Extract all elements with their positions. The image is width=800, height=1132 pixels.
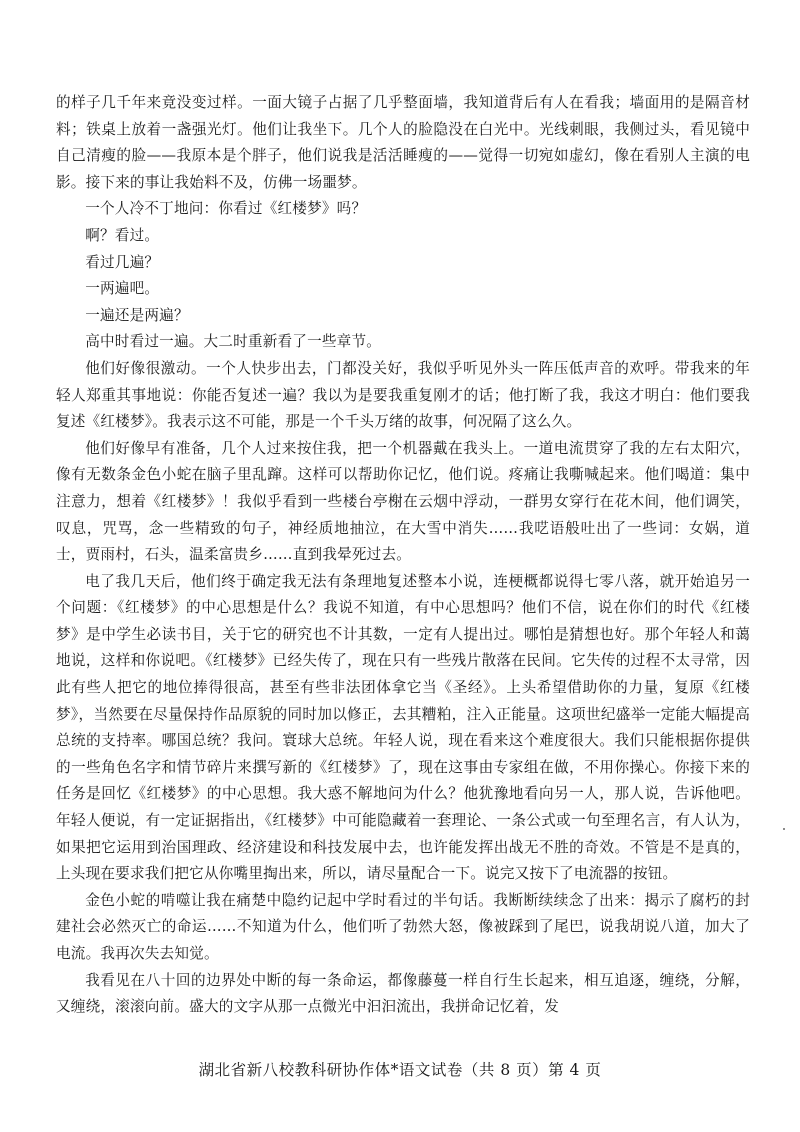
paragraph: 我看见在八十回的边界处中断的每一条命运，都像藤蔓一样自行生长起来，相互追逐，缠绕，分解，又缠绕，滚滚向前。盛大的文字从那一点微光中汩汩流出，我拼命记忆着，发 bbox=[56, 971, 750, 1016]
document-body bbox=[56, 90, 750, 1021]
scan-speck bbox=[783, 828, 785, 830]
paragraph: 看过几遍？ bbox=[85, 253, 160, 271]
paragraph: 他们好像早有准备，几个人过来按住我，把一个机器戴在我头上。一道电流贯穿了我的左右太阳穴，像有无数条金色小蛇在脑子里乱蹿。这样可以帮助你记忆，他们说。疼痛让我嘶喊起来。他们喝道：集中注意力，想着《红楼梦》！我似乎看到一些楼台亭榭在云烟中浮动，一群男女穿行在花木间，他们调笑，叹息，咒骂，念一些精致的句子，神经质地抽泣，在大雪中消失……我呓语般吐出了一些词：女娲，道士，贾雨村，石头，温柔富贵乡……直到我晕死过去。 bbox=[56, 439, 750, 564]
paragraph: 高中时看过一遍。大二时重新看了一些章节。 bbox=[85, 333, 382, 351]
paragraph: 的样子几千年来竟没变过样。一面大镜子占据了几乎整面墙，我知道背后有人在看我；墙面用的是隔音材料；铁桌上放着一盏强光灯。他们让我坐下。几个人的脸隐没在白光中。光线刺眼，我侧过头，看见镜中自己清瘦的脸——我原本是个胖子，他们说我是活活睡瘦的——觉得一切宛如虚幻，像在看别人主演的电影。接下来的事让我始料不及，仿佛一场噩梦。 bbox=[56, 94, 750, 191]
paragraph: 金色小蛇的啃噬让我在痛楚中隐约记起中学时看过的半句话。我断断续续念了出来：揭示了腐朽的封建社会必然灭亡的命运……不知道为什么，他们听了勃然大怒，像被踩到了尾巴，说我胡说八道，加大了电流。我再次失去知觉。 bbox=[56, 891, 750, 962]
paragraph: 一两遍吧。 bbox=[85, 280, 160, 298]
paragraph: 啊？看过。 bbox=[85, 226, 160, 244]
page-footer: 湖北省新八校教科研协作体*语文试卷（共 8 页）第 4 页 bbox=[198, 1061, 602, 1079]
paragraph: 他们好像很激动。一个人快步出去，门都没关好，我似乎听见外头一阵压低声音的欢呼。带我来的年轻人郑重其事地说：你能否复述一遍？我以为是要我重复刚才的话；他打断了我，我这才明白：他们要我复述《红楼梦》。我表示这不可能，那是一个千头万绪的故事，何况隔了这么久。 bbox=[56, 359, 750, 431]
paragraph: 电了我几天后，他们终于确定我无法有条理地复述整本小说，连梗概都说得七零八落，就开始追另一个问题：《红楼梦》的中心思想是什么？我说不知道，有中心思想吗？他们不信，说在你们的时代《红楼梦》是中学生必读书目，关于它的研究也不计其数，一定有人提出过。哪怕是猜想也好。那个年轻人和蔼地说，这样和你说吧。《红楼梦》已经失传了，现在只有一些残片散落在民间。它失传的过程不太寻常，因此有些人把它的地位捧得很高，甚至有些非法团体拿它当《圣经》。上头希望借助你的力量，复原《红楼梦》，当然要在尽量保持作品原貌的同时加以修正，去其糟粕，注入正能量。这项世纪盛举一定能大幅提高总统的支持率。哪国总统？我问。寰球大总统。年轻人说，现在看来这个难度很大。我们只能根据你提供的一些角色名字和情节碎片来撰写新的《红楼梦》了，现在这事由专家组在做，不用你操心。你接下来的任务是回忆《红楼梦》的中心思想。我大惑不解地问为什么？他犹豫地看向另一人，那人说，告诉他吧。年轻人便说，有一定证据指出，《红楼梦》中可能隐藏着一套理论、一条公式或一句至理名言，有人认为，如果把它运用到治国理政、经济建设和科技发展中去，也许能发挥出战无不胜的奇效。不管是不是真的，上头现在要求我们把它从你嘴里掏出来，所以，请尽量配合一下。说完又按下了电流器的按钮。 bbox=[56, 572, 750, 883]
paragraph: 一个人冷不丁地问：你看过《红楼梦》吗？ bbox=[85, 200, 367, 218]
paragraph: 一遍还是两遍？ bbox=[85, 306, 189, 324]
